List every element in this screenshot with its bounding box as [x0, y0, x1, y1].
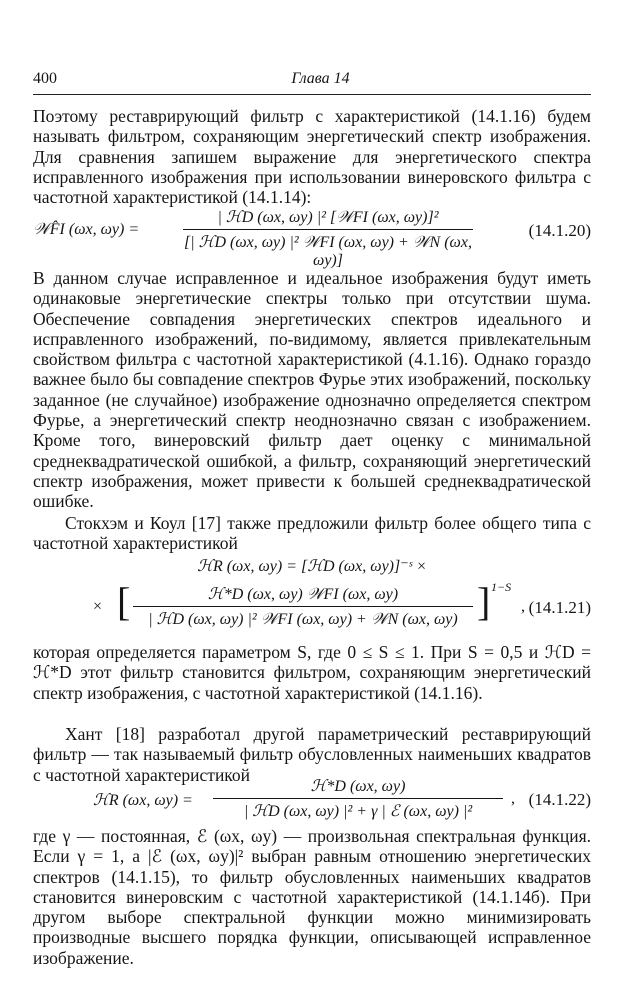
header-rule: [33, 94, 591, 95]
eq2-denominator: | ℋD (ωx, ωy) |² 𝒲FI (ωx, ωy) + 𝒲N (ωx, ωy): [148, 611, 458, 628]
eq3-lhs: ℋR (ωx, ωy) =: [93, 792, 193, 809]
eq3-numerator: ℋ*D (ωx, ωy): [310, 778, 406, 795]
eq3-comma: ,: [511, 790, 515, 807]
eq1-lhs: 𝒲F̂I (ωx, ωy) =: [33, 221, 140, 238]
eq1-number: (14.1.20): [528, 221, 591, 240]
eq2-comma: ,: [521, 598, 525, 615]
paragraph-6: где γ — постоянная, ℰ (ωx, ωy) — произвольная спектральная функция. Если γ = 1, а |ℰ (ωx, ωy)|² выбран равным отношению энергетических спектров (14.1.15), то фильтр обусловленных наименьших квадратов становится винеровским с частотной характеристикой (14.1.14б). При другом выборе спектральной функции можно минимизировать производные высшего порядка функции, описывающей исправленное изображение.: [33, 826, 591, 968]
eq1-denominator: [| ℋD (ωx, ωy) |² 𝒲FI (ωx, ωy) + 𝒲N (ωx, ωy)]: [184, 234, 472, 269]
paragraph-3: Стокхэм и Коул [17] также предложили фильтр более общего типа с частотной характеристикой: [33, 513, 591, 554]
eq1-fraction-bar: [183, 229, 473, 230]
eq2-numerator: ℋ*D (ωx, ωy) 𝒲FI (ωx, ωy): [207, 586, 399, 603]
eq2-right-bracket: ]: [477, 579, 491, 624]
eq2-exponent: 1−S: [491, 580, 512, 594]
equation-14-1-20: [33, 207, 591, 269]
paragraph-4: которая определяется параметром S, где 0 ≤ S ≤ 1. При S = 0,5 и ℋD = ℋ*D этот фильтр становится фильтром, сохраняющим энергетический спектр изображения, с частотной характеристикой (14.1.16).: [33, 642, 591, 703]
eq2-times: ×: [93, 598, 103, 615]
eq3-fraction-bar: [213, 798, 503, 799]
eq2-line1: ℋR (ωx, ωy) = [ℋD (ωx, ωy)]⁻ˢ ×: [197, 558, 427, 575]
equation-14-1-22: [33, 776, 591, 822]
paragraph-5: Хант [18] разработал другой параметрический реставрирующий фильтр — так называемый фильтр обусловленных наименьших квадратов с частотной характеристикой: [33, 724, 591, 785]
paragraph-1: Поэтому реставрирующий фильтр с характеристикой (14.1.16) будем называть фильтром, сохраняющим энергетический спектр изображения. Для сравнения запишем выражение для энергетического спектра исправленного изображения при использовании винеровского фильтра с частотной характеристикой (14.1.14):: [33, 106, 591, 208]
equation-14-1-21: [33, 556, 591, 646]
eq3-denominator: | ℋD (ωx, ωy) |² + γ | ℰ (ωx, ωy) |²: [243, 803, 473, 820]
page-number: 400: [33, 70, 57, 87]
eq3-number: (14.1.22): [528, 790, 591, 809]
eq2-fraction-bar: [133, 606, 473, 607]
eq2-number: (14.1.21): [528, 598, 591, 617]
eq2-left-bracket: [: [117, 579, 131, 624]
paragraph-2: В данном случае исправленное и идеальное изображения будут иметь одинаковые энергетические спектры только при отсутствии шума. Обеспечение совпадения энергетических спектров идеального и исправленного изображений, по-видимому, является привлекательным свойством фильтра с частотной характеристикой (4.1.16). Однако гораздо важнее было бы совпадение спектров Фурье этих изображений, поскольку заданное (не случайное) изображение однозначно определяется спектром Фурье, а энергетический спектр неоднозначно связан с изображением. Кроме того, винеровский фильтр дает оценку с минимальной среднеквадратической ошибкой, а фильтр, сохраняющий энергетический спектр изображения, может привести к большей среднеквадратической ошибке.: [33, 268, 591, 512]
running-head: Глава 14: [291, 70, 350, 87]
eq1-numerator: | ℋD (ωx, ωy) |² [𝒲FI (ωx, ωy)]²: [217, 209, 439, 226]
